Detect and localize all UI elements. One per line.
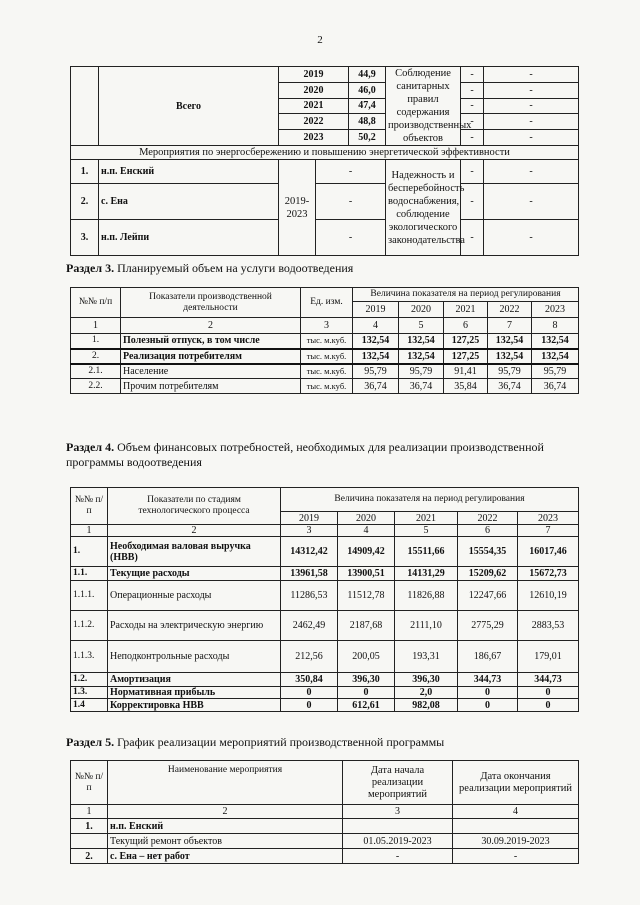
start-date xyxy=(343,819,453,834)
row-number: 1. xyxy=(71,160,99,184)
value-cell: 14312,42 xyxy=(281,537,338,567)
indicator-name: Нормативная прибыль xyxy=(108,687,281,699)
value-cell: 46,0 xyxy=(349,82,386,98)
header-row xyxy=(71,761,579,805)
value-cell: 350,84 xyxy=(281,673,338,687)
table-section-4 xyxy=(70,487,579,712)
dash-cell: - xyxy=(484,184,579,220)
column-number: 4 xyxy=(338,525,395,537)
value-cell: 132,54 xyxy=(353,334,399,349)
row-number: 1.1.1. xyxy=(71,581,108,611)
value-cell: 127,25 xyxy=(444,349,488,364)
row-number: 1.4 xyxy=(71,699,108,712)
value-cell: 0 xyxy=(518,699,579,712)
section-4-label: Раздел 4. xyxy=(66,440,115,454)
value-cell: 15672,73 xyxy=(518,567,579,581)
value-cell: 2462,49 xyxy=(281,611,338,641)
section-4-heading xyxy=(66,440,586,470)
dash-cell: - xyxy=(484,130,579,146)
dash-cell: - xyxy=(461,98,484,114)
value-cell: 48,8 xyxy=(349,114,386,130)
data-row xyxy=(71,819,579,834)
value-cell: 95,79 xyxy=(488,364,532,379)
dash-cell: - xyxy=(484,160,579,184)
value-cell: 12247,66 xyxy=(458,581,518,611)
data-row xyxy=(71,849,579,864)
value-cell: 2187,68 xyxy=(338,611,395,641)
year-cell: 2022 xyxy=(279,114,349,130)
header-indicator: Показатели по стадиям технологического процесса xyxy=(108,488,281,525)
dash-cell: - xyxy=(316,220,386,256)
column-number: 1 xyxy=(71,805,108,819)
header-num: №№ п/п xyxy=(71,488,108,525)
energy-row xyxy=(71,220,579,256)
header-num: №№ п/п xyxy=(71,288,121,318)
value-cell: 982,08 xyxy=(395,699,458,712)
header-start: Дата начала реализации мероприятий xyxy=(343,761,453,805)
column-number: 2 xyxy=(121,318,301,334)
indicator-name: Расходы на электрическую энергию xyxy=(108,611,281,641)
value-cell: 132,54 xyxy=(488,349,532,364)
header-year: 2022 xyxy=(488,302,532,318)
header-year: 2023 xyxy=(532,302,579,318)
unit-cell: тыс. м.куб. xyxy=(301,349,353,364)
value-cell: 127,25 xyxy=(444,334,488,349)
value-cell: 132,54 xyxy=(532,349,579,364)
energy-title-row xyxy=(71,146,579,160)
value-cell: 47,4 xyxy=(349,98,386,114)
section-3-label: Раздел 3. xyxy=(66,261,115,275)
dash-cell: - xyxy=(316,160,386,184)
column-number: 4 xyxy=(453,805,579,819)
header-period: Величина показателя на период регулирования xyxy=(281,488,579,512)
value-cell: 2883,53 xyxy=(518,611,579,641)
dash-cell: - xyxy=(316,184,386,220)
table-section-5 xyxy=(70,760,579,864)
start-date: 01.05.2019-2023 xyxy=(343,834,453,849)
value-cell: 396,30 xyxy=(338,673,395,687)
value-cell: 344,73 xyxy=(458,673,518,687)
column-number: 2 xyxy=(108,525,281,537)
indicator-name: Операционные расходы xyxy=(108,581,281,611)
row-number: 1.1.2. xyxy=(71,611,108,641)
value-cell: 12610,19 xyxy=(518,581,579,611)
dash-cell: - xyxy=(461,130,484,146)
data-row xyxy=(71,581,579,611)
value-cell: 0 xyxy=(458,699,518,712)
value-cell: 193,31 xyxy=(395,641,458,673)
data-row xyxy=(71,379,579,394)
end-date: 30.09.2019-2023 xyxy=(453,834,579,849)
column-number: 3 xyxy=(281,525,338,537)
dash-cell: - xyxy=(461,220,484,256)
header-row xyxy=(71,288,579,302)
column-number: 4 xyxy=(353,318,399,334)
indicator-name: Амортизация xyxy=(108,673,281,687)
year-cell: 2020 xyxy=(279,82,349,98)
data-row xyxy=(71,611,579,641)
energy-row xyxy=(71,160,579,184)
section-5-title: График реализации мероприятий производственной программы xyxy=(117,735,445,749)
dash-cell: - xyxy=(461,67,484,83)
value-cell: 2775,29 xyxy=(458,611,518,641)
column-number: 6 xyxy=(444,318,488,334)
section-5-heading xyxy=(66,735,586,750)
value-cell: 212,56 xyxy=(281,641,338,673)
column-numbers-row xyxy=(71,525,579,537)
year-cell: 2019 xyxy=(279,67,349,83)
value-cell: 35,84 xyxy=(444,379,488,394)
row-number: 1. xyxy=(71,819,108,834)
row-number: 2. xyxy=(71,184,99,220)
header-year: 2021 xyxy=(444,302,488,318)
header-year: 2020 xyxy=(338,512,395,525)
value-cell: 91,41 xyxy=(444,364,488,379)
header-year: 2021 xyxy=(395,512,458,525)
total-year-row xyxy=(71,67,579,83)
energy-criterion: Надежность и бесперебойность водоснабжения, соблюдение экологического законодательства xyxy=(386,160,461,256)
event-name: Текущий ремонт объектов xyxy=(108,834,343,849)
header-year: 2020 xyxy=(399,302,444,318)
value-cell: 0 xyxy=(458,687,518,699)
value-cell: 186,67 xyxy=(458,641,518,673)
page-number: 2 xyxy=(317,34,323,46)
row-number: 1.1. xyxy=(71,567,108,581)
dash-cell: - xyxy=(484,82,579,98)
column-number: 7 xyxy=(488,318,532,334)
dash-cell: - xyxy=(484,114,579,130)
value-cell: 132,54 xyxy=(399,334,444,349)
data-row xyxy=(71,537,579,567)
settlement-name: н.п. Лейпи xyxy=(99,220,279,256)
data-row xyxy=(71,699,579,712)
value-cell: 132,54 xyxy=(399,349,444,364)
value-cell: 14909,42 xyxy=(338,537,395,567)
value-cell: 36,74 xyxy=(532,379,579,394)
row-number xyxy=(71,834,108,849)
header-year: 2019 xyxy=(353,302,399,318)
indicator-name: Полезный отпуск, в том числе xyxy=(121,334,301,349)
value-cell: 50,2 xyxy=(349,130,386,146)
value-cell: 132,54 xyxy=(532,334,579,349)
indicator-name: Необходимая валовая выручка (НВВ) xyxy=(108,537,281,567)
indicator-name: Прочим потребителям xyxy=(121,379,301,394)
indicator-name: Текущие расходы xyxy=(108,567,281,581)
section-3-title: Планируемый объем на услуги водоотведения xyxy=(117,261,354,275)
unit-cell: тыс. м.куб. xyxy=(301,334,353,349)
value-cell: 11512,78 xyxy=(338,581,395,611)
dash-cell: - xyxy=(484,220,579,256)
indicator-name: Население xyxy=(121,364,301,379)
value-cell: 344,73 xyxy=(518,673,579,687)
value-cell: 95,79 xyxy=(353,364,399,379)
row-number: 2. xyxy=(71,349,121,364)
end-date: - xyxy=(453,849,579,864)
column-number: 2 xyxy=(108,805,343,819)
data-row xyxy=(71,334,579,349)
dash-cell: - xyxy=(461,184,484,220)
year-cell: 2023 xyxy=(279,130,349,146)
header-period: Величина показателя на период регулирования xyxy=(353,288,579,302)
column-number: 3 xyxy=(301,318,353,334)
energy-title: Мероприятия по энергосбережению и повышению энергетической эффективности xyxy=(71,146,579,160)
header-name: Наименование мероприятия xyxy=(108,761,343,805)
value-cell: 44,9 xyxy=(349,67,386,83)
event-name: н.п. Енский xyxy=(108,819,343,834)
value-cell: 36,74 xyxy=(488,379,532,394)
value-cell: 2,0 xyxy=(395,687,458,699)
value-cell: 396,30 xyxy=(395,673,458,687)
header-year: 2022 xyxy=(458,512,518,525)
value-cell: 15554,35 xyxy=(458,537,518,567)
column-number: 6 xyxy=(458,525,518,537)
value-cell: 36,74 xyxy=(353,379,399,394)
value-cell: 15511,66 xyxy=(395,537,458,567)
value-cell: 0 xyxy=(338,687,395,699)
column-number: 1 xyxy=(71,318,121,334)
value-cell: 95,79 xyxy=(399,364,444,379)
indicator-name: Корректировка НВВ xyxy=(108,699,281,712)
start-date: - xyxy=(343,849,453,864)
row-number: 1.2. xyxy=(71,673,108,687)
energy-period: 2019-2023 xyxy=(279,160,316,256)
value-cell: 13961,58 xyxy=(281,567,338,581)
table-events xyxy=(70,66,579,256)
unit-cell: тыс. м.куб. xyxy=(301,379,353,394)
header-num: №№ п/п xyxy=(71,761,108,805)
value-cell: 14131,29 xyxy=(395,567,458,581)
dash-cell: - xyxy=(461,114,484,130)
dash-cell: - xyxy=(484,98,579,114)
section-3-heading xyxy=(66,261,586,276)
value-cell: 132,54 xyxy=(488,334,532,349)
data-row xyxy=(71,567,579,581)
value-cell: 13900,51 xyxy=(338,567,395,581)
header-row xyxy=(71,488,579,512)
row-number: 1. xyxy=(71,334,121,349)
row-number: 3. xyxy=(71,220,99,256)
row-number: 1.1.3. xyxy=(71,641,108,673)
criterion-cell: Соблюдение санитарных правил содержания производственных объектов xyxy=(386,67,461,146)
end-date xyxy=(453,819,579,834)
value-cell: 16017,46 xyxy=(518,537,579,567)
indicator-name: Реализация потребителям xyxy=(121,349,301,364)
section-4-title: Объем финансовых потребностей, необходимых для реализации производственной программы водоотведения xyxy=(66,440,544,469)
row-number: 1.3. xyxy=(71,687,108,699)
column-number: 1 xyxy=(71,525,108,537)
column-number: 5 xyxy=(399,318,444,334)
value-cell: 0 xyxy=(518,687,579,699)
column-number: 5 xyxy=(395,525,458,537)
header-end: Дата окончания реализации мероприятий xyxy=(453,761,579,805)
data-row xyxy=(71,673,579,687)
unit-cell: тыс. м.куб. xyxy=(301,364,353,379)
column-number: 3 xyxy=(343,805,453,819)
data-row xyxy=(71,364,579,379)
empty-num-cell xyxy=(71,67,99,146)
value-cell: 11826,88 xyxy=(395,581,458,611)
data-row xyxy=(71,641,579,673)
settlement-name: н.п. Енский xyxy=(99,160,279,184)
row-number: 2.2. xyxy=(71,379,121,394)
column-number: 8 xyxy=(532,318,579,334)
value-cell: 0 xyxy=(281,687,338,699)
value-cell: 200,05 xyxy=(338,641,395,673)
value-cell: 0 xyxy=(281,699,338,712)
value-cell: 132,54 xyxy=(353,349,399,364)
total-label: Всего xyxy=(99,67,279,146)
row-number: 2.1. xyxy=(71,364,121,379)
dash-cell: - xyxy=(461,82,484,98)
dash-cell: - xyxy=(484,67,579,83)
value-cell: 179,01 xyxy=(518,641,579,673)
row-number: 1. xyxy=(71,537,108,567)
value-cell: 2111,10 xyxy=(395,611,458,641)
year-cell: 2021 xyxy=(279,98,349,114)
dash-cell: - xyxy=(461,160,484,184)
column-numbers-row xyxy=(71,805,579,819)
energy-row xyxy=(71,184,579,220)
data-row xyxy=(71,349,579,364)
value-cell: 36,74 xyxy=(399,379,444,394)
settlement-name: с. Ена xyxy=(99,184,279,220)
value-cell: 612,61 xyxy=(338,699,395,712)
table-section-3 xyxy=(70,287,579,394)
value-cell: 15209,62 xyxy=(458,567,518,581)
indicator-name: Неподконтрольные расходы xyxy=(108,641,281,673)
value-cell: 11286,53 xyxy=(281,581,338,611)
event-name: с. Ена – нет работ xyxy=(108,849,343,864)
header-indicator: Показатели производственной деятельности xyxy=(121,288,301,318)
data-row xyxy=(71,834,579,849)
column-numbers-row xyxy=(71,318,579,334)
data-row xyxy=(71,687,579,699)
header-year: 2019 xyxy=(281,512,338,525)
header-unit: Ед. изм. xyxy=(301,288,353,318)
section-5-label: Раздел 5. xyxy=(66,735,115,749)
value-cell: 95,79 xyxy=(532,364,579,379)
column-number: 7 xyxy=(518,525,579,537)
row-number: 2. xyxy=(71,849,108,864)
header-year: 2023 xyxy=(518,512,579,525)
